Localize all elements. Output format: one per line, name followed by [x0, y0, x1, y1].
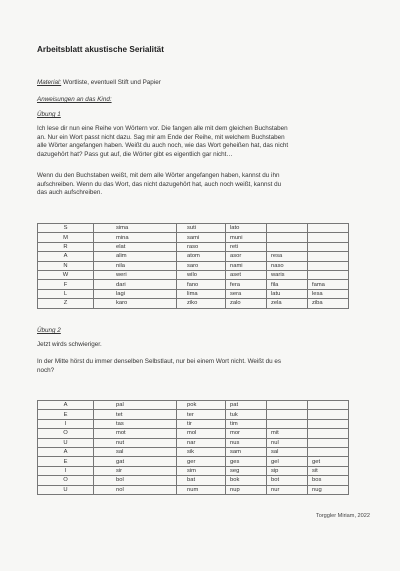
word-cell: ter	[177, 410, 226, 419]
word-cell: saro	[177, 261, 226, 270]
word-cell: lesa	[308, 289, 349, 298]
word-cell: sip	[267, 466, 308, 475]
exercise1-heading: Übung 1	[37, 111, 61, 118]
word-cell: tet	[94, 410, 177, 419]
word-cell: tuk	[226, 410, 267, 419]
table-row	[38, 485, 349, 494]
page-title: Arbeitsblatt akustische Serialität	[37, 45, 164, 54]
word-cell: ger	[177, 457, 226, 466]
word-cell: sam	[226, 447, 267, 456]
word-cell: lato	[226, 224, 267, 233]
word-cell: mot	[94, 429, 177, 438]
word-cell: wilo	[177, 270, 226, 279]
word-cell: bot	[267, 476, 308, 485]
word-cell: pal	[94, 401, 177, 410]
word-cell	[267, 224, 308, 233]
word-cell: fama	[308, 280, 349, 289]
word-cell: nut	[94, 438, 177, 447]
row-letter-cell: N	[38, 261, 94, 270]
word-cell: nul	[267, 438, 308, 447]
paragraph-line: In der Mitte hörst du immer denselben Selbstlaut, nur bei einem Wort nicht. Weißt du es	[37, 358, 282, 365]
word-cell: sal	[267, 447, 308, 456]
word-cell: sera	[226, 289, 267, 298]
word-cell	[267, 242, 308, 251]
paragraph-line: dazugehört hat? Pass gut auf, die Wörter gibt es eigentlich gar nicht…	[37, 150, 233, 158]
word-cell	[308, 429, 349, 438]
row-letter-cell: R	[38, 242, 94, 251]
word-cell: zalo	[226, 299, 267, 308]
row-letter-cell: A	[38, 447, 94, 456]
word-cell: mol	[177, 429, 226, 438]
word-cell: zela	[267, 299, 308, 308]
word-cell: ziba	[308, 299, 349, 308]
word-cell: lima	[177, 289, 226, 298]
word-cell: raso	[177, 242, 226, 251]
exercise2-paragraph	[37, 358, 372, 375]
table-row	[38, 466, 349, 475]
row-letter-cell: O	[38, 429, 94, 438]
word-cell: alim	[94, 252, 177, 261]
exercise1-paragraph	[37, 125, 372, 159]
word-cell: elat	[94, 242, 177, 251]
word-cell: naso	[267, 261, 308, 270]
word-cell: nami	[226, 261, 267, 270]
table-row	[38, 299, 349, 308]
word-cell: pat	[226, 401, 267, 410]
word-cell: pok	[177, 401, 226, 410]
word-cell: bat	[177, 476, 226, 485]
table-row	[38, 457, 349, 466]
material-label: Material:	[37, 79, 62, 86]
word-cell: latu	[267, 289, 308, 298]
row-letter-cell: E	[38, 410, 94, 419]
word-cell	[308, 252, 349, 261]
material-text: Wortliste, eventuell Stift und Papier	[61, 79, 161, 86]
word-cell: suti	[177, 224, 226, 233]
row-letter-cell: Z	[38, 299, 94, 308]
table-row	[38, 429, 349, 438]
row-letter-cell: I	[38, 419, 94, 428]
word-cell	[308, 410, 349, 419]
word-cell	[267, 233, 308, 242]
word-table-1	[37, 223, 349, 309]
word-cell: atom	[177, 252, 226, 261]
word-cell: resa	[267, 252, 308, 261]
exercise1b-paragraph	[37, 172, 372, 198]
table-row	[38, 289, 349, 298]
paragraph-line: das auch aufschreiben.	[37, 189, 103, 197]
word-cell	[308, 224, 349, 233]
word-cell	[308, 438, 349, 447]
word-cell: bos	[308, 476, 349, 485]
table-row	[38, 270, 349, 279]
word-cell: sir	[94, 466, 177, 475]
row-letter-cell: A	[38, 401, 94, 410]
table-row	[38, 280, 349, 289]
table-row	[38, 401, 349, 410]
word-cell: nug	[308, 485, 349, 494]
word-cell: nus	[226, 438, 267, 447]
table-row	[38, 438, 349, 447]
paragraph-line: aufschreiben. Wenn du das Wort, das nicht dazugehört hat, auch noch weißt, kannst du	[37, 180, 282, 188]
instructions-heading: Anweisungen an das Kind:	[37, 96, 112, 103]
table-row	[38, 242, 349, 251]
word-cell: sami	[177, 233, 226, 242]
word-cell: nur	[267, 485, 308, 494]
table-row	[38, 447, 349, 456]
word-cell: sima	[94, 224, 177, 233]
word-cell	[267, 419, 308, 428]
row-letter-cell: U	[38, 485, 94, 494]
material-line	[37, 79, 372, 88]
table-row	[38, 261, 349, 270]
word-cell: tas	[94, 419, 177, 428]
row-letter-cell: I	[38, 466, 94, 475]
row-letter-cell: O	[38, 476, 94, 485]
word-cell: fila	[267, 280, 308, 289]
word-cell: tim	[226, 419, 267, 428]
word-cell: mina	[94, 233, 177, 242]
table-row	[38, 419, 349, 428]
word-cell: tir	[177, 419, 226, 428]
word-cell: gat	[94, 457, 177, 466]
paragraph-line: an. Nur ein Wort passt nicht dazu. Sag mir am Ende der Reihe, mit welchem Buchstaben	[37, 133, 285, 141]
word-cell: mor	[226, 429, 267, 438]
table-row	[38, 233, 349, 242]
word-cell: ziko	[177, 299, 226, 308]
table-row	[38, 224, 349, 233]
exercise2-heading: Übung 2	[37, 327, 61, 334]
word-cell: num	[177, 485, 226, 494]
paragraph-line: noch?	[37, 366, 55, 374]
word-cell: gel	[267, 457, 308, 466]
paragraph-line: Ich lese dir nun eine Reihe von Wörtern vor. Die fangen alle mit dem gleichen Buchstaben	[37, 125, 288, 132]
word-cell: nol	[94, 485, 177, 494]
word-cell: fano	[177, 280, 226, 289]
table-row	[38, 410, 349, 419]
exercise2-intro: Jetzt wirds schwieriger.	[37, 341, 102, 348]
word-cell: bok	[226, 476, 267, 485]
word-cell: karo	[94, 299, 177, 308]
paragraph-line: Wenn du den Buchstaben weißt, mit dem alle Wörter angefangen haben, kannst du ihn	[37, 172, 280, 179]
word-cell	[308, 401, 349, 410]
word-cell: sal	[94, 447, 177, 456]
row-letter-cell: A	[38, 252, 94, 261]
word-cell	[308, 447, 349, 456]
word-cell: muni	[226, 233, 267, 242]
word-cell: sim	[177, 466, 226, 475]
word-cell: nar	[177, 438, 226, 447]
word-cell: aset	[226, 270, 267, 279]
word-cell: sik	[177, 447, 226, 456]
word-cell: weri	[94, 270, 177, 279]
row-letter-cell: W	[38, 270, 94, 279]
table-row	[38, 476, 349, 485]
word-cell: lagi	[94, 289, 177, 298]
row-letter-cell: E	[38, 457, 94, 466]
word-cell	[308, 419, 349, 428]
word-cell: ges	[226, 457, 267, 466]
row-letter-cell: L	[38, 289, 94, 298]
word-cell: get	[308, 457, 349, 466]
word-cell: nila	[94, 261, 177, 270]
word-cell: waris	[267, 270, 308, 279]
word-cell: fera	[226, 280, 267, 289]
table-row	[38, 252, 349, 261]
row-letter-cell: M	[38, 233, 94, 242]
word-cell: asor	[226, 252, 267, 261]
paragraph-line: alle Wörter angefangen haben. Weißt du auch noch, wie das Wort geheißen hat, das nicht	[37, 142, 289, 150]
word-cell: bol	[94, 476, 177, 485]
word-cell: nup	[226, 485, 267, 494]
row-letter-cell: S	[38, 224, 94, 233]
word-table-2	[37, 400, 349, 495]
word-cell: mit	[267, 429, 308, 438]
word-cell	[308, 261, 349, 270]
footer-credit: Torggler Miriam, 2022	[315, 513, 370, 519]
word-cell	[267, 410, 308, 419]
word-cell: dari	[94, 280, 177, 289]
word-cell: reti	[226, 242, 267, 251]
word-cell	[308, 242, 349, 251]
word-cell	[308, 270, 349, 279]
row-letter-cell: U	[38, 438, 94, 447]
row-letter-cell: F	[38, 280, 94, 289]
word-cell: seg	[226, 466, 267, 475]
word-cell	[267, 401, 308, 410]
word-cell	[308, 233, 349, 242]
word-cell: sit	[308, 466, 349, 475]
